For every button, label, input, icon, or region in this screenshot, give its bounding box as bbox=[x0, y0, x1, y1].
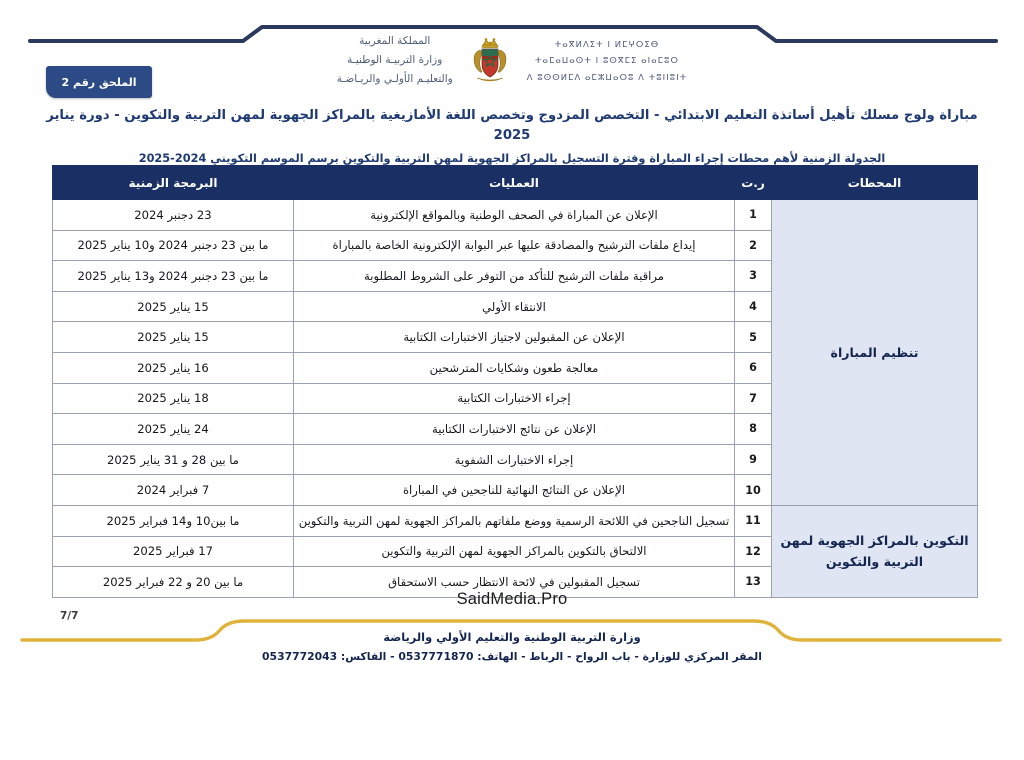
table-row bbox=[53, 200, 978, 231]
column-header-schedule: البرمجة الزمنية bbox=[53, 166, 294, 200]
cell-station: تنظيم المباراة bbox=[772, 200, 978, 506]
cell-station: التكوين بالمراكز الجهوية لمهن التربية والتكوين bbox=[772, 505, 978, 597]
masthead-arabic-block bbox=[337, 34, 453, 87]
tifinagh-line-3: ⴷ ⵓⵙⵙⵍⵎⴷ ⴰⵎⵣⵡⴰⵔⵓ ⴷ ⵜⵓⵏⵏⵓⵏⵜ bbox=[526, 71, 688, 82]
tifinagh-line-2: ⵜⴰⵎⴰⵡⴰⵙⵜ ⵏ ⵓⵙⴳⵎⵉ ⴰⵏⴰⵎⵓⵔ bbox=[535, 55, 679, 66]
tifinagh-line-1: ⵜⴰⴳⵍⴷⵉⵜ ⵏ ⵍⵎⵖⵔⵉⴱ bbox=[554, 38, 660, 49]
arabic-line-1: المملكة المغربية bbox=[359, 35, 431, 48]
cell-schedule: 17 فبراير 2025 bbox=[53, 536, 294, 567]
cell-number: 2 bbox=[735, 230, 772, 261]
table-header-row bbox=[53, 166, 978, 200]
cell-operation: الإعلان عن النتائج النهائية للناجحين في المباراة bbox=[294, 475, 735, 506]
footer-ministry: وزارة التربية الوطنية والتعليم الأولي والرياضة bbox=[383, 630, 641, 644]
cell-schedule: 15 يناير 2025 bbox=[53, 322, 294, 353]
cell-number: 5 bbox=[735, 322, 772, 353]
cell-schedule: 16 يناير 2025 bbox=[53, 352, 294, 383]
cell-schedule: ما بين 23 دجنبر 2024 و10 يناير 2025 bbox=[53, 230, 294, 261]
cell-schedule: ما بين 20 و 22 فبراير 2025 bbox=[53, 567, 294, 598]
cell-schedule: ما بين 23 دجنبر 2024 و13 يناير 2025 bbox=[53, 261, 294, 292]
cell-number: 8 bbox=[735, 414, 772, 445]
arabic-line-3: والتعليـم الأولـي والريـاضـة bbox=[336, 72, 453, 85]
cell-number: 11 bbox=[735, 505, 772, 536]
cell-operation: الإعلان عن المباراة في الصحف الوطنية وبالمواقع الإلكترونية bbox=[294, 200, 735, 231]
cell-schedule: ما بين 28 و 31 يناير 2025 bbox=[53, 444, 294, 475]
schedule-table bbox=[52, 165, 978, 598]
page-title: مباراة ولوج مسلك تأهيل أساتذة التعليم الابتدائي - التخصص المزدوج وتخصص اللغة الأمازيغية بالمراكز الجهوية لمهن التربية والتكوين - دورة يناير 2025 bbox=[46, 108, 978, 143]
cell-schedule: ما بين10 و14 فبراير 2025 bbox=[53, 505, 294, 536]
cell-operation: معالجة طعون وشكايات المترشحين bbox=[294, 352, 735, 383]
cell-number: 12 bbox=[735, 536, 772, 567]
column-header-number: ر.ت bbox=[735, 166, 772, 200]
cell-operation: تسجيل المقبولين في لائحة الانتظار حسب الاستحقاق bbox=[294, 567, 735, 598]
column-header-stations: المحطات bbox=[772, 166, 978, 200]
footer-contact: المقر المركزي للوزارة - باب الرواح - الرباط - الهاتف: 0537771870 - الفاكس: 0537772043 bbox=[262, 650, 762, 664]
cell-operation: تسجيل الناجحين في اللائحة الرسمية ووضع ملفاتهم بالمراكز الجهوية لمهن التربية والتكوين bbox=[294, 505, 735, 536]
cell-number: 4 bbox=[735, 291, 772, 322]
cell-operation: إيداع ملفات الترشيح والمصادقة عليها عبر البوابة الإلكترونية الخاصة بالمباراة bbox=[294, 230, 735, 261]
masthead bbox=[0, 26, 1024, 96]
table-body bbox=[53, 200, 978, 598]
cell-operation: الإعلان عن نتائج الاختبارات الكتابية bbox=[294, 414, 735, 445]
cell-operation: الانتقاء الأولي bbox=[294, 291, 735, 322]
cell-number: 1 bbox=[735, 200, 772, 231]
schedule-table-wrapper bbox=[57, 165, 978, 598]
cell-number: 6 bbox=[735, 352, 772, 383]
masthead-tifinagh-block bbox=[527, 38, 688, 85]
cell-schedule: 23 دجنبر 2024 bbox=[53, 200, 294, 231]
cell-operation: إجراء الاختبارات الشفوية bbox=[294, 444, 735, 475]
cell-number: 7 bbox=[735, 383, 772, 414]
cell-schedule: 7 فبراير 2024 bbox=[53, 475, 294, 506]
moroccan-coat-of-arms-icon bbox=[467, 34, 513, 88]
cell-schedule: 15 يناير 2025 bbox=[53, 291, 294, 322]
page-subtitle: الجدولة الزمنية لأهم محطات إجراء المباراة وفترة التسجيل بالمراكز الجهوية لمهن التربية والتكوين برسم الموسم التكويني 2024-2025 bbox=[138, 151, 886, 165]
cell-operation: مراقبة ملفات الترشيح للتأكد من التوفر على الشروط المطلوبة bbox=[294, 261, 735, 292]
column-header-operations: العمليات bbox=[294, 166, 735, 200]
cell-number: 3 bbox=[735, 261, 772, 292]
cell-number: 9 bbox=[735, 444, 772, 475]
table-head bbox=[53, 166, 978, 200]
arabic-line-2: وزارة التربيـة الوطنيـة bbox=[347, 54, 443, 67]
cell-number: 13 bbox=[735, 567, 772, 598]
cell-schedule: 24 يناير 2025 bbox=[53, 414, 294, 445]
cell-schedule: 18 يناير 2025 bbox=[53, 383, 294, 414]
page-number: 7/7 bbox=[60, 610, 79, 622]
watermark: SaidMedia.Pro bbox=[456, 590, 568, 608]
cell-operation: الالتحاق بالتكوين بالمراكز الجهوية لمهن التربية والتكوين bbox=[294, 536, 735, 567]
title-block bbox=[0, 106, 1024, 168]
cell-operation: إجراء الاختبارات الكتابية bbox=[294, 383, 735, 414]
footer bbox=[0, 628, 1024, 666]
cell-operation: الإعلان عن المقبولين لاجتياز الاختبارات الكتابية bbox=[294, 322, 735, 353]
table-row bbox=[53, 505, 978, 536]
annex-badge: الملحق رقم 2 bbox=[46, 66, 152, 98]
cell-number: 10 bbox=[735, 475, 772, 506]
